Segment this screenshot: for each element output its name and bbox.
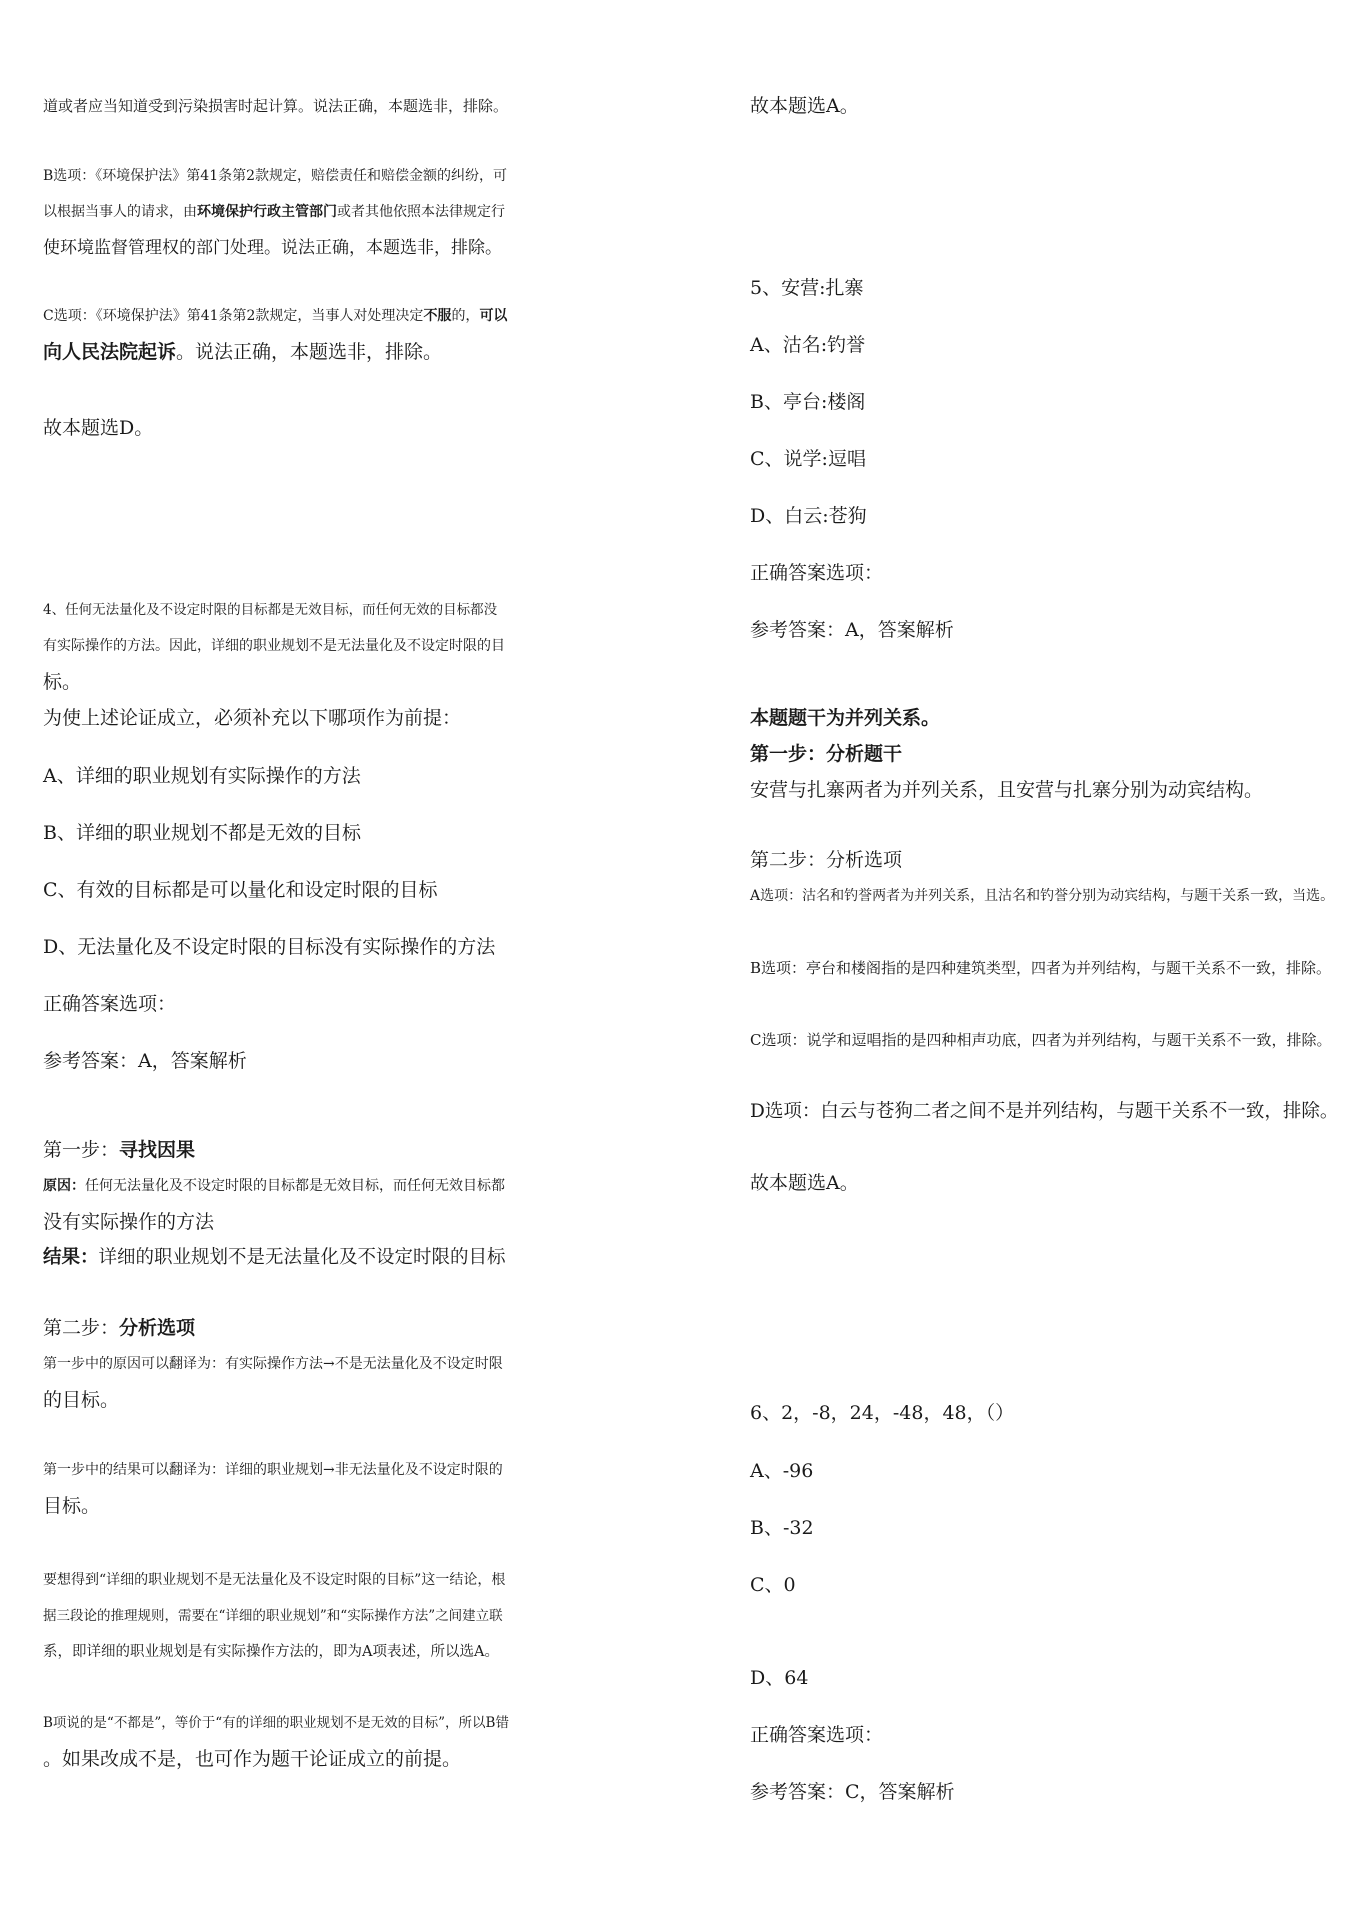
q5-analysis-d: D选项：白云与苍狗二者之间不是并列结构，与题干关系不一致，排除。 [750,1101,1339,1122]
q4-reference-answer: 参考答案：A，答案解析 [43,1050,247,1072]
q4-step-2: 第二步：分析选项 第一步中的原因可以翻译为：有实际操作方法→不是无法量化及不设定时限 的目标。 [43,1317,503,1411]
bold-agency: 环境保护行政主管部门 [197,204,337,220]
b-line-1: B选项：《环境保护法》第41条第2款规定，赔偿责任和赔偿金额的纠纷，可 [43,168,508,184]
q5-option-d: D、白云:苍狗 [750,505,867,527]
q5-analysis-head: 本题题干为并列关系。 第一步：分析题干 安营与扎寨两者为并列关系，且安营与扎寨分别为动宾结构。 [750,707,1264,801]
q5-correct-label: 正确答案选项： [750,562,884,584]
q5-conclusion: 故本题选A。 [750,1172,859,1194]
q6-option-b: B、-32 [750,1517,814,1539]
q6-option-c: C、0 [750,1574,796,1596]
question-6-stem: 6、2，-8，24，-48，48，（） [750,1402,1015,1424]
c-line-1: C选项：《环境保护法》第41条第2款规定，当事人对处理决定不服的，可以 [43,308,508,324]
question-5-stem: 5、安营:扎寨 [750,277,864,299]
q6-option-a: A、-96 [750,1460,814,1482]
q5-option-c: C、说学:逗唱 [750,448,866,470]
q5-option-b: B、亭台:楼阁 [750,391,866,413]
q5-analysis-c: C选项：说学和逗唱指的是四种相声功底，四者为并列结构，与题干关系不一致，排除。 [750,1031,1332,1049]
c-line-2: 向人民法院起诉。说法正确，本题选非，排除。 [43,341,443,363]
q5-analysis-step-2: 第二步：分析选项 A选项：沽名和钓誉两者为并列关系，且沽名和钓誉分别为动宾结构，与题干关系一致，当选。 [750,849,1335,904]
conclusion-a-top: 故本题选A。 [750,95,859,117]
question-4-stem: 4、任何无法量化及不设定时限的目标都是无效目标，而任何无效的目标都没 有实际操作的方法。因此，详细的职业规划不是无法量化及不设定时限的目 标。 为使上述论证成立，必须补充以下哪项作为前提： [43,602,505,729]
q6-reference-answer: 参考答案：C，答案解析 [750,1781,955,1803]
q6-option-d: D、64 [750,1667,809,1689]
q4-step-2-conclusion: 要想得到“详细的职业规划不是无法量化及不设定时限的目标”这一结论，根 据三段论的推理规则，需要在“详细的职业规划”和“实际操作方法”之间建立联 系，即详细的职业规划是有实际操作方法的，即为A项表述，所以选A。 [43,1572,506,1660]
conclusion-d: 故本题选D。 [43,417,154,439]
q6-correct-label: 正确答案选项： [750,1724,884,1746]
q4-correct-label: 正确答案选项： [43,993,177,1015]
q4-option-d: D、无法量化及不设定时限的目标没有实际操作的方法 [43,936,496,958]
q4-option-a: A、详细的职业规划有实际操作的方法 [43,765,361,787]
q4-option-c: C、有效的目标都是可以量化和设定时限的目标 [43,879,438,901]
paragraph-a-option-tail: 道或者应当知道受到污染损害时起计算。说法正确，本题选非，排除。 [43,97,509,115]
q5-analysis-b: B选项：亭台和楼阁指的是四种建筑类型，四者为并列结构，与题干关系不一致，排除。 [750,959,1332,977]
q4-step-2-result: 第一步中的结果可以翻译为：详细的职业规划→非无法量化及不设定时限的 目标。 [43,1462,503,1517]
q4-option-b-explanation: B项说的是“不都是”，等价于“有的详细的职业规划不是无效的目标”，所以B错 。如果改成不是，也可作为题干论证成立的前提。 [43,1715,509,1770]
q4-option-b: B、详细的职业规划不都是无效的目标 [43,822,361,844]
q5-option-a: A、沽名:钓誉 [750,334,866,356]
paragraph-b-option [43,158,513,266]
paragraph-c-option [43,298,513,370]
q4-step-1: 第一步：寻找因果 原因：任何无法量化及不设定时限的目标都是无效目标，而任何无效目标都 没有实际操作的方法 结果：详细的职业规划不是无法量化及不设定时限的目标 [43,1139,506,1268]
q5-reference-answer: 参考答案：A，答案解析 [750,619,954,641]
b-line-3: 使环境监督管理权的部门处理。说法正确，本题选非，排除。 [43,238,502,258]
b-line-2: 以根据当事人的请求，由环境保护行政主管部门或者其他依照本法律规定行 [43,204,505,220]
